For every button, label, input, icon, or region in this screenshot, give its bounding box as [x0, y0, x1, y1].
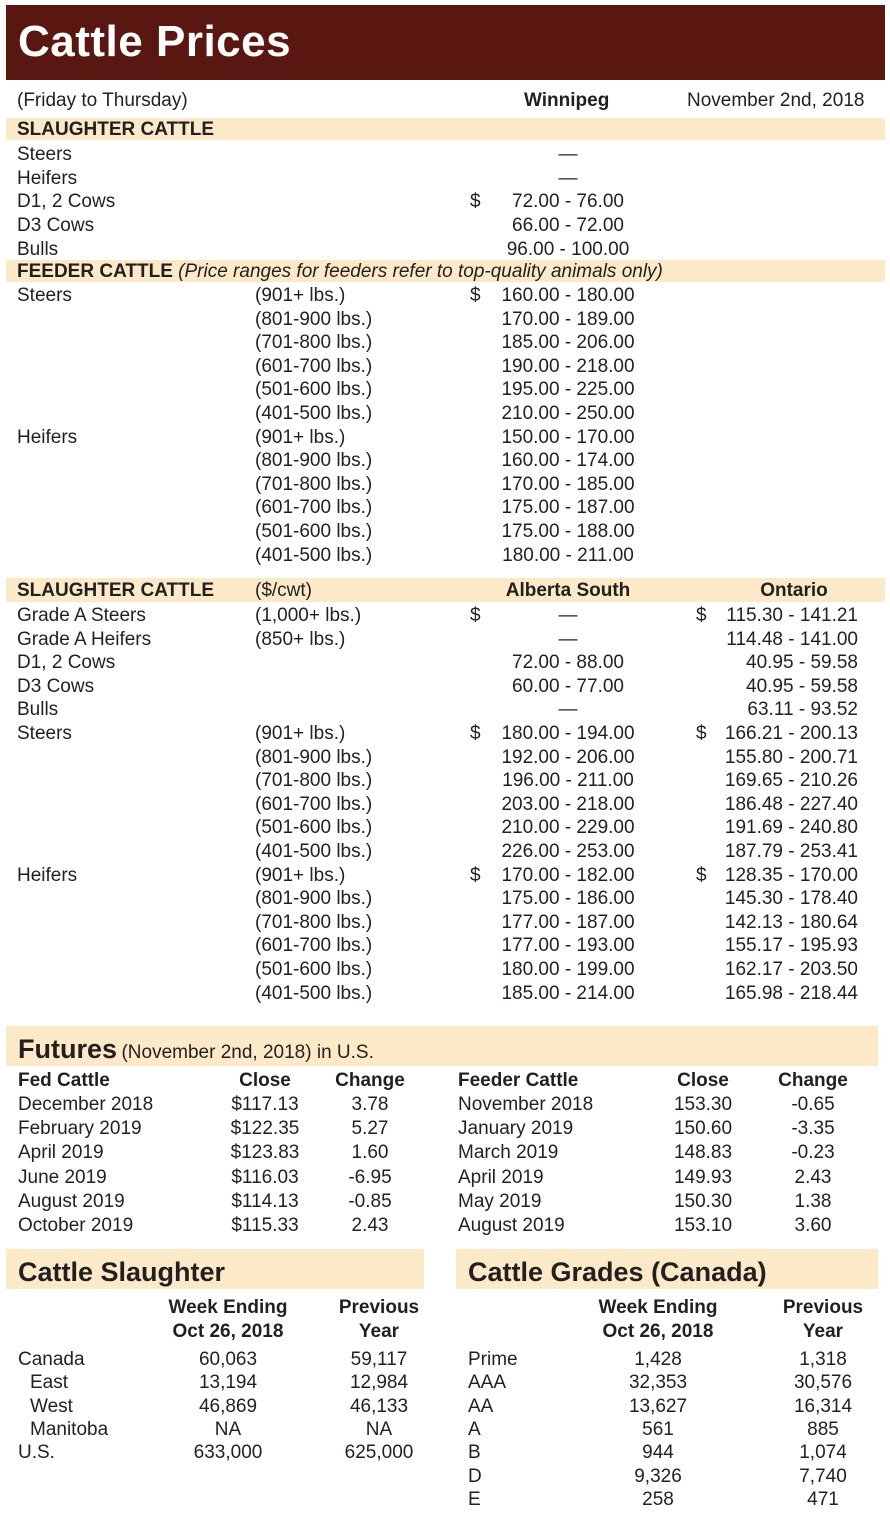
- regional-row-label: Grade A Heifers: [17, 628, 152, 650]
- regional-row-weight: (501-600 lbs.): [255, 959, 373, 980]
- period-label: (Friday to Thursday): [17, 90, 188, 111]
- feeder-row-weight: (401-500 lbs.): [255, 544, 373, 566]
- date-label: November 2nd, 2018: [687, 90, 865, 111]
- feeder-cell: 153.10: [673, 1215, 733, 1236]
- feeder-row-price: 160.00 - 180.00: [501, 285, 635, 306]
- ontario-price: 166.21 - 200.13: [724, 723, 858, 744]
- alberta-price: 177.00 - 193.00: [501, 935, 635, 957]
- sc-header-date: Oct 26, 2018: [172, 1321, 284, 1342]
- sc-row-label: West: [30, 1395, 73, 1417]
- feeder-row-weight: (601-700 lbs.): [255, 497, 373, 519]
- slaughter-row-label: D1, 2 Cows: [17, 191, 116, 213]
- alberta-price: 210.00 - 229.00: [501, 817, 635, 839]
- futures-subtitle: (November 2nd, 2018) in U.S.: [121, 1042, 374, 1063]
- sc-row-prev: 12,984: [349, 1372, 409, 1394]
- slaughter-row-label: Heifers: [17, 167, 78, 189]
- sc-row-week: 13,194: [198, 1372, 258, 1394]
- sc-row-label: Manitoba: [30, 1418, 109, 1440]
- grade-row-label: E: [468, 1488, 481, 1510]
- gr-header-week: Week Ending: [598, 1297, 718, 1318]
- ontario-price: 40.95 - 59.58: [746, 675, 858, 697]
- feeder-heading: FEEDER CATTLE: [17, 261, 173, 282]
- feeder-row-weight: (601-700 lbs.): [255, 355, 373, 377]
- feeder-row-weight: (701-800 lbs.): [255, 473, 373, 495]
- slaughter-counts-title: Cattle Slaughter: [18, 1257, 226, 1287]
- regional-row-weight: (801-900 lbs.): [255, 888, 373, 910]
- regional-row-weight: (801-900 lbs.): [255, 746, 373, 768]
- feeder-row-price: 210.00 - 250.00: [501, 403, 635, 424]
- regional-row-label: Grade A Steers: [17, 605, 146, 626]
- sc-row-prev: 625,000: [344, 1442, 414, 1464]
- alberta-price: —: [558, 628, 578, 650]
- grade-row-prev: 16,314: [793, 1395, 853, 1417]
- grade-row-week: 32,353: [628, 1372, 688, 1394]
- dollar-sign: $: [470, 285, 481, 306]
- grades-title: Cattle Grades (Canada): [468, 1257, 767, 1287]
- regional-row-weight: (401-500 lbs.): [255, 982, 373, 1004]
- regional-row-weight: (601-700 lbs.): [255, 793, 373, 815]
- grade-row-week: 9,326: [634, 1465, 682, 1487]
- feeder-row-price: 180.00 - 211.00: [502, 544, 634, 566]
- feeder-cell: 1.38: [794, 1190, 832, 1212]
- sc-header-previous: Previous: [338, 1297, 420, 1318]
- alberta-price: 72.00 - 88.00: [512, 652, 624, 674]
- fed-cell: April 2019: [18, 1142, 104, 1164]
- regional-row-label: D3 Cows: [17, 675, 95, 697]
- feeder-cell: April 2019: [458, 1166, 544, 1188]
- alberta-price: —: [558, 699, 578, 721]
- feeder-cell: 2.43: [794, 1166, 832, 1188]
- sc-header-week: Week Ending: [168, 1297, 288, 1318]
- page-title: Cattle Prices: [18, 17, 292, 66]
- sc-row-label: U.S.: [18, 1442, 55, 1464]
- grade-row-prev: 885: [807, 1418, 839, 1440]
- regional-row-weight: (901+ lbs.): [255, 723, 346, 744]
- dollar-sign: $: [696, 723, 707, 744]
- ontario-price: 169.65 - 210.26: [724, 770, 858, 792]
- col-header-ontario: Ontario: [760, 580, 828, 601]
- alberta-price: 177.00 - 187.00: [501, 911, 635, 933]
- slaughter-row-price: —: [558, 144, 578, 165]
- ontario-price: 155.17 - 195.93: [724, 935, 858, 957]
- sc-row-week: 46,869: [198, 1395, 258, 1417]
- sc-row-week: NA: [214, 1418, 242, 1440]
- sc-row-label: East: [30, 1372, 69, 1394]
- grade-row-label: Prime: [468, 1349, 518, 1370]
- alberta-price: 170.00 - 182.00: [501, 864, 635, 886]
- fed-cell: October 2019: [18, 1215, 134, 1236]
- fed-cell: $117.13: [231, 1094, 299, 1115]
- alberta-price: 180.00 - 194.00: [501, 723, 635, 744]
- fed-cell: 2.43: [351, 1215, 389, 1236]
- fed-cell: $114.13: [231, 1190, 299, 1212]
- feeder-cell: 150.30: [673, 1190, 733, 1212]
- grade-row-label: D: [468, 1465, 482, 1487]
- regional-row-label: Heifers: [17, 864, 78, 886]
- grade-row-prev: 7,740: [799, 1465, 847, 1487]
- grade-row-label: B: [468, 1442, 481, 1464]
- ontario-price: 142.13 - 180.64: [724, 911, 858, 933]
- ontario-price: 145.30 - 178.40: [724, 888, 858, 910]
- fed-cell: $122.35: [230, 1118, 300, 1140]
- feeder-row-weight: (901+ lbs.): [255, 426, 346, 448]
- sc-row-week: 633,000: [193, 1442, 263, 1464]
- fed-header-0: Fed Cattle: [18, 1070, 110, 1091]
- slaughter-row-label: Bulls: [17, 238, 59, 260]
- feeder-row-price: 175.00 - 188.00: [501, 521, 635, 542]
- feeder-row-price: 185.00 - 206.00: [501, 332, 635, 354]
- grade-row-week: 258: [642, 1488, 674, 1510]
- ontario-price: 187.79 - 253.41: [724, 841, 858, 862]
- dollar-sign: $: [470, 191, 481, 213]
- regional-row-weight: (501-600 lbs.): [255, 817, 373, 839]
- slaughter-row-price: 66.00 - 72.00: [512, 215, 624, 237]
- feeder-row-label: Heifers: [17, 426, 78, 448]
- regional-row-weight: (850+ lbs.): [255, 628, 346, 650]
- grade-row-prev: 1,318: [799, 1349, 847, 1370]
- grade-row-label: AA: [468, 1395, 494, 1417]
- ontario-price: 155.80 - 200.71: [724, 746, 858, 768]
- ontario-price: 165.98 - 218.44: [724, 982, 858, 1004]
- location-label: Winnipeg: [524, 90, 610, 111]
- feeder-cell: 3.60: [794, 1215, 832, 1236]
- ontario-price: 115.30 - 141.21: [726, 605, 858, 626]
- dollar-sign: $: [470, 605, 481, 626]
- feeder-cell: March 2019: [458, 1142, 559, 1164]
- fed-cell: 3.78: [351, 1094, 389, 1115]
- grade-row-prev: 1,074: [799, 1442, 847, 1464]
- dollar-sign: $: [696, 605, 707, 626]
- alberta-price: 203.00 - 218.00: [501, 793, 635, 815]
- feeder-cell: 150.60: [673, 1118, 733, 1140]
- grade-row-label: A: [468, 1418, 481, 1440]
- regional-row-label: D1, 2 Cows: [17, 652, 116, 674]
- regional-row-label: Bulls: [17, 699, 59, 721]
- fed-cell: -0.85: [348, 1190, 392, 1212]
- sc-row-week: 60,063: [198, 1349, 258, 1370]
- grade-row-prev: 30,576: [793, 1372, 853, 1394]
- alberta-price: 180.00 - 199.00: [501, 959, 635, 980]
- fed-cell: -6.95: [348, 1166, 392, 1188]
- fed-cell: $123.83: [230, 1142, 300, 1164]
- regional-row-weight: (401-500 lbs.): [255, 841, 373, 862]
- slaughter-row-price: —: [558, 167, 578, 189]
- section-heading-feeder: [17, 262, 663, 281]
- sc-row-prev: 46,133: [349, 1395, 409, 1417]
- fed-cell: 1.60: [351, 1142, 389, 1164]
- regional-row-weight: (701-800 lbs.): [255, 911, 373, 933]
- feeder-cell: January 2019: [458, 1118, 574, 1140]
- ontario-price: 40.95 - 59.58: [746, 652, 858, 674]
- gr-header-previous: Previous: [782, 1297, 864, 1318]
- feeder-cell: -3.35: [791, 1118, 835, 1140]
- ontario-price: 191.69 - 240.80: [724, 817, 858, 839]
- dollar-sign: $: [470, 864, 481, 886]
- fed-cell: December 2018: [18, 1094, 154, 1115]
- grade-row-week: 944: [642, 1442, 674, 1464]
- gr-header-year: Year: [802, 1321, 844, 1342]
- feeder-cell: 148.83: [673, 1142, 733, 1164]
- fed-cell: June 2019: [18, 1166, 107, 1188]
- feeder-row-price: 170.00 - 185.00: [501, 473, 635, 495]
- feeder-row-weight: (501-600 lbs.): [255, 379, 373, 401]
- alberta-price: —: [558, 605, 578, 626]
- fed-header-2: Change: [335, 1070, 405, 1091]
- feeder-row-weight: (401-500 lbs.): [255, 403, 373, 424]
- sc-row-label: Canada: [18, 1349, 85, 1370]
- slaughter-row-label: Steers: [17, 144, 72, 165]
- feeder-row-weight: (901+ lbs.): [255, 285, 346, 306]
- feeder-cell: May 2019: [458, 1190, 542, 1212]
- alberta-price: 196.00 - 211.00: [502, 770, 634, 792]
- section-heading-slaughter: SLAUGHTER CATTLE: [17, 119, 215, 140]
- regional-row-label: Steers: [17, 723, 72, 744]
- feeder-row-label: Steers: [17, 285, 72, 306]
- regional-row-weight: (1,000+ lbs.): [255, 605, 362, 626]
- feeder-cell: -0.23: [791, 1142, 835, 1164]
- regional-row-weight: (701-800 lbs.): [255, 770, 373, 792]
- feeder-cell: August 2019: [458, 1215, 565, 1236]
- feeder-cell: 153.30: [673, 1094, 733, 1115]
- section-heading-regional: SLAUGHTER CATTLE: [17, 580, 215, 601]
- ontario-price: 63.11 - 93.52: [747, 699, 858, 721]
- feeder-row-weight: (801-900 lbs.): [255, 450, 373, 472]
- ontario-price: 128.35 - 170.00: [724, 864, 858, 886]
- feeder-header-0: Feeder Cattle: [458, 1070, 579, 1091]
- feeder-header-1: Close: [677, 1070, 729, 1091]
- alberta-price: 226.00 - 253.00: [501, 841, 635, 862]
- grade-row-label: AAA: [468, 1372, 507, 1394]
- regional-row-weight: (601-700 lbs.): [255, 935, 373, 957]
- ontario-price: 186.48 - 227.40: [724, 793, 858, 815]
- grade-row-week: 1,428: [634, 1349, 682, 1370]
- sc-header-year: Year: [358, 1321, 400, 1342]
- slaughter-row-price: 72.00 - 76.00: [512, 191, 624, 213]
- alberta-price: 175.00 - 186.00: [501, 888, 635, 910]
- feeder-row-weight: (501-600 lbs.): [255, 521, 373, 542]
- alberta-price: 60.00 - 77.00: [512, 675, 624, 697]
- fed-header-1: Close: [239, 1070, 291, 1091]
- fed-cell: 5.27: [351, 1118, 389, 1140]
- col-header-alberta: Alberta South: [505, 580, 631, 601]
- futures-title: Futures: [18, 1034, 118, 1064]
- grade-row-prev: 471: [807, 1488, 839, 1510]
- fed-cell: $116.03: [231, 1166, 299, 1188]
- sc-row-prev: NA: [365, 1418, 393, 1440]
- fed-cell: August 2019: [18, 1190, 125, 1212]
- grade-row-week: 13,627: [628, 1395, 688, 1417]
- feeder-cell: -0.65: [791, 1094, 835, 1115]
- grade-row-week: 561: [642, 1418, 674, 1440]
- unit-label: ($/cwt): [255, 580, 312, 601]
- slaughter-row-price: 96.00 - 100.00: [506, 238, 630, 260]
- ontario-price: 114.48 - 141.00: [726, 628, 858, 650]
- feeder-row-price: 160.00 - 174.00: [501, 450, 635, 472]
- feeder-cell: 149.93: [673, 1166, 733, 1188]
- feeder-row-price: 170.00 - 189.00: [501, 308, 635, 330]
- feeder-header-2: Change: [778, 1070, 848, 1091]
- sc-row-prev: 59,117: [350, 1349, 408, 1370]
- feeder-row-price: 190.00 - 218.00: [501, 355, 635, 377]
- feeder-row-price: 175.00 - 187.00: [501, 497, 635, 519]
- feeder-row-weight: (701-800 lbs.): [255, 332, 373, 354]
- feeder-row-price: 150.00 - 170.00: [501, 426, 635, 448]
- alberta-price: 185.00 - 214.00: [501, 982, 635, 1004]
- feeder-cell: November 2018: [458, 1094, 594, 1115]
- fed-cell: $115.33: [231, 1215, 299, 1236]
- alberta-price: 192.00 - 206.00: [501, 746, 635, 768]
- futures-title-row: [18, 1036, 374, 1063]
- dollar-sign: $: [696, 864, 707, 886]
- gr-header-date: Oct 26, 2018: [602, 1321, 714, 1342]
- fed-cell: February 2019: [18, 1118, 142, 1140]
- feeder-note: (Price ranges for feeders refer to top-quality animals only): [178, 261, 663, 282]
- ontario-price: 162.17 - 203.50: [724, 959, 858, 980]
- feeder-row-weight: (801-900 lbs.): [255, 308, 373, 330]
- slaughter-row-label: D3 Cows: [17, 215, 95, 237]
- regional-row-weight: (901+ lbs.): [255, 864, 346, 886]
- feeder-row-price: 195.00 - 225.00: [501, 379, 635, 401]
- dollar-sign: $: [470, 723, 481, 744]
